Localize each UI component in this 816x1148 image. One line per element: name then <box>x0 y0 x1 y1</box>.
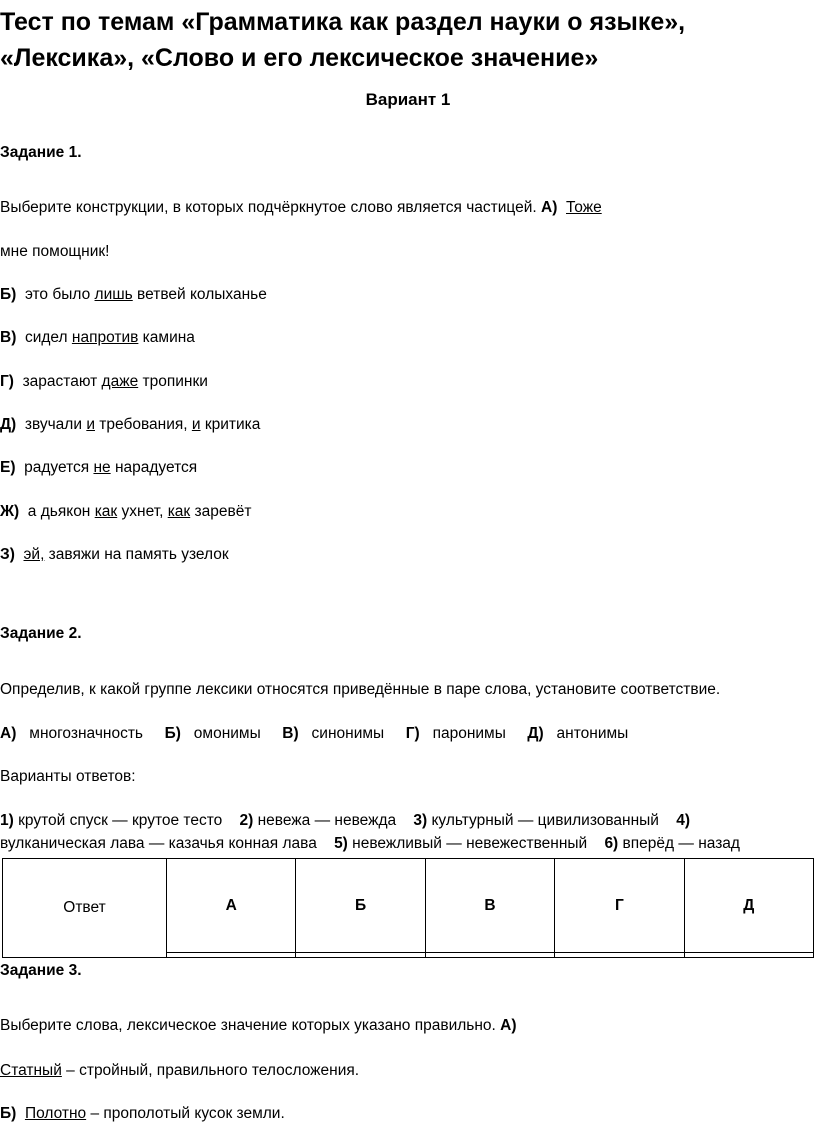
title-line-1: Тест по темам «Грамматика как раздел науки о языке», <box>0 8 686 36</box>
task2-option-text: синонимы <box>311 725 385 742</box>
task1-item-text: радуется <box>24 459 94 476</box>
task1-item-letter: Ж) <box>0 503 20 520</box>
task2-pairs-line-2 <box>0 834 740 854</box>
title-line-2: «Лексика», «Слово и его лексическое значение» <box>0 44 599 72</box>
task3-item-letter: Б) <box>0 1105 17 1122</box>
task2-pair-number: 5) <box>334 835 348 852</box>
task1-item-text: критика <box>200 416 261 433</box>
task1-item-underlined-word: как <box>94 503 118 520</box>
task1-item-continuation: мне помощник! <box>0 243 110 260</box>
answer-table <box>2 858 814 958</box>
task1-item-text: это было <box>24 286 95 303</box>
task1-item-g <box>0 372 208 392</box>
task2-pair-number: 3) <box>413 812 428 829</box>
task3-item-letter: А) <box>500 1017 517 1034</box>
task1-item-text: тропинки <box>138 373 208 390</box>
task1-item-e <box>0 458 197 478</box>
task1-item-text: завяжи на память узелок <box>44 546 229 563</box>
task1-intro: Выберите конструкции, в которых подчёркнутое слово является частицей. <box>0 199 537 216</box>
task1-item-underlined-word: и <box>191 416 201 433</box>
task1-item-text: заревёт <box>190 503 252 520</box>
task1-item-underlined-word: даже <box>101 373 139 390</box>
task1-heading: Задание 1. <box>0 144 82 161</box>
task3-intro-line <box>0 1016 517 1036</box>
task2-intro: Определив, к какой группе лексики относятся приведённые в паре слова, установите соответствие. <box>0 681 721 698</box>
task1-item-v <box>0 328 195 348</box>
task2-pair-text: вперёд — назад <box>622 835 740 852</box>
task2-option-letter: Б) <box>164 725 181 742</box>
task1-intro-line <box>0 198 602 218</box>
task1-item-underlined-word: не <box>93 459 111 476</box>
task1-item-letter: Г) <box>0 373 14 390</box>
task1-item-underlined-word: эй, <box>23 546 45 563</box>
task3-item-definition: – стройный, правильного телосложения. <box>61 1062 360 1079</box>
task1-item-z <box>0 545 229 565</box>
task2-option-text: антонимы <box>556 725 629 742</box>
task1-item-text: а дьякон <box>27 503 95 520</box>
table-header-cell: Г <box>555 859 684 953</box>
task3-item-b <box>0 1104 285 1124</box>
task2-pair-number: 4) <box>676 812 690 829</box>
task2-heading: Задание 2. <box>0 625 82 642</box>
table-header-cell: Д <box>684 859 813 953</box>
task2-pair-text: невежливый — невежественный <box>352 835 588 852</box>
task1-item-text: ветвей колыханье <box>132 286 267 303</box>
task2-option-text: паронимы <box>432 725 506 742</box>
answer-cell[interactable] <box>425 953 554 958</box>
task2-pair-text: культурный — цивилизованный <box>431 812 659 829</box>
task2-option-letter: В) <box>282 725 299 742</box>
task2-answers-label: Варианты ответов: <box>0 768 136 785</box>
answer-cell[interactable] <box>684 953 813 958</box>
task2-pair-number: 1) <box>0 812 14 829</box>
task1-item-zh <box>0 502 251 522</box>
task1-item-underlined-word: как <box>167 503 191 520</box>
task3-item-word: Полотно <box>24 1105 87 1122</box>
task2-options <box>0 724 628 744</box>
variant-heading: Вариант 1 <box>365 90 451 109</box>
task1-item-b <box>0 285 267 305</box>
task1-item-d <box>0 415 260 435</box>
task1-item-text: требования, <box>94 416 192 433</box>
task2-pair-text: вулканическая лава — казачья конная лава <box>0 835 317 852</box>
task1-item-underlined-word: Тоже <box>566 199 602 216</box>
task1-item-letter: А) <box>541 199 558 216</box>
task2-pair-text: крутой спуск — крутое тесто <box>18 812 223 829</box>
task1-item-letter: Д) <box>0 416 17 433</box>
task2-option-text: омонимы <box>193 725 261 742</box>
task3-item-a <box>0 1061 359 1081</box>
table-header-cell: В <box>425 859 554 953</box>
task1-item-text: нарадуется <box>110 459 198 476</box>
task2-pair-text: невежа — невежда <box>257 812 397 829</box>
task3-item-definition: – прополотый кусок земли. <box>86 1105 285 1122</box>
task1-item-letter: Е) <box>0 459 16 476</box>
task3-heading: Задание 3. <box>0 962 82 979</box>
task1-item-text: звучали <box>24 416 87 433</box>
task1-item-letter: Б) <box>0 286 17 303</box>
answer-cell[interactable] <box>167 953 296 958</box>
table-header-cell: А <box>167 859 296 953</box>
task1-item-text: зарастают <box>22 373 102 390</box>
task2-pair-number: 6) <box>604 835 619 852</box>
table-row <box>3 859 814 953</box>
task2-option-letter: А) <box>0 725 17 742</box>
task2-option-letter: Г) <box>405 725 420 742</box>
task1-item-underlined-word: и <box>86 416 95 433</box>
task1-item-text: сидел <box>24 329 72 346</box>
task1-item-text: камина <box>138 329 195 346</box>
task2-option-text: многозначность <box>29 725 144 742</box>
answer-cell[interactable] <box>296 953 425 958</box>
task3-item-word: Статный <box>0 1062 62 1079</box>
table-header-cell: Б <box>296 859 425 953</box>
document-title <box>0 4 685 76</box>
answer-row-label: Ответ <box>3 859 167 958</box>
task1-item-underlined-word: напротив <box>71 329 139 346</box>
task2-pairs-line-1 <box>0 811 690 831</box>
task3-intro: Выберите слова, лексическое значение которых указано правильно. <box>0 1017 496 1034</box>
task1-item-letter: З) <box>0 546 15 563</box>
task2-pair-number: 2) <box>239 812 254 829</box>
task1-item-text: ухнет, <box>117 503 168 520</box>
task1-item-letter: В) <box>0 329 17 346</box>
task2-option-letter: Д) <box>527 725 544 742</box>
answer-cell[interactable] <box>555 953 684 958</box>
task1-item-underlined-word: лишь <box>94 286 133 303</box>
